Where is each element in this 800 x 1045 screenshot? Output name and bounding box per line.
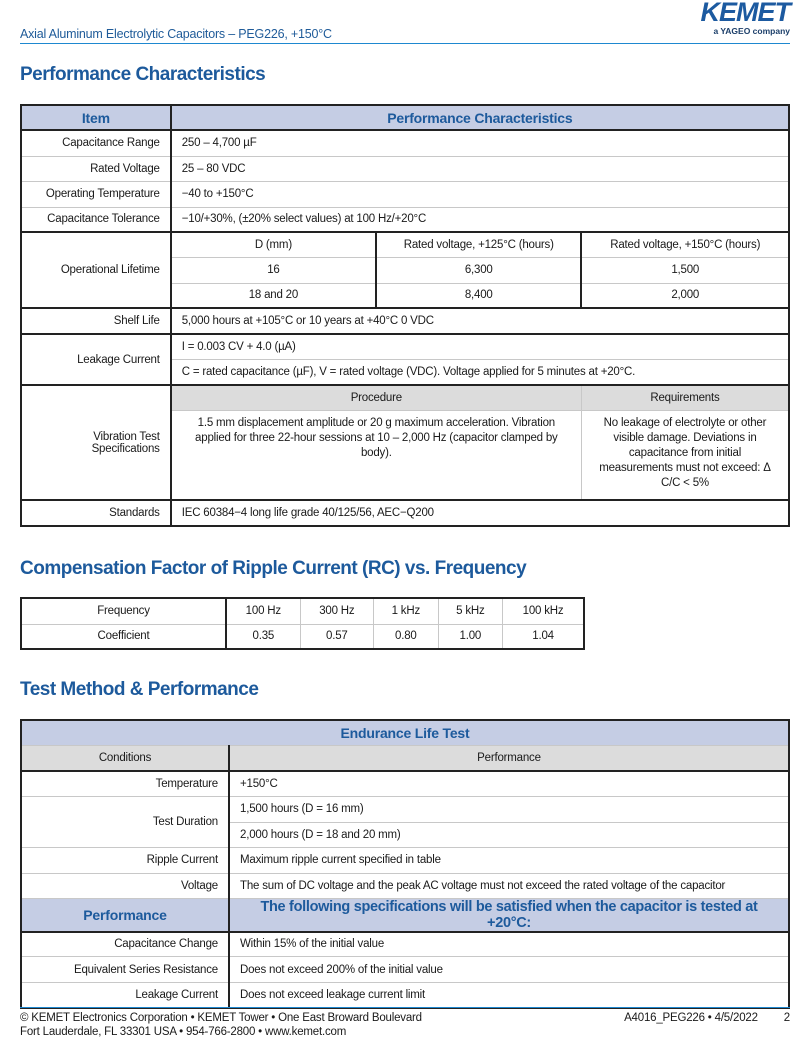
row-label: Capacitance Tolerance [21, 207, 171, 232]
performance-table [20, 104, 790, 527]
row-label: Leakage Current [21, 983, 229, 1008]
row-value: 250 – 4,700 µF [171, 130, 789, 156]
row-value: Maximum ripple current specified in table [229, 847, 789, 873]
performance-header-row [21, 898, 789, 932]
row-value: Does not exceed 200% of the initial value [229, 957, 789, 983]
lifetime-col-header: Rated voltage, +125°C (hours) [376, 232, 581, 257]
row-value: IEC 60384−4 long life grade 40/125/56, AEC−Q200 [171, 500, 789, 526]
section-title-test: Test Method & Performance [20, 679, 259, 700]
footer-doc-info [624, 1012, 790, 1024]
row-value: +150°C [229, 771, 789, 796]
row-label: Shelf Life [21, 308, 171, 334]
table-row [21, 181, 789, 207]
logo-tagline: a YAGEO company [713, 26, 790, 36]
conditions-header: Conditions [21, 745, 229, 771]
coefficient-cell: 1.00 [438, 624, 503, 649]
table-row [21, 334, 789, 359]
logo-wordmark: KEMET [700, 0, 790, 27]
cell: 1,500 [581, 257, 789, 283]
lifetime-col-header: Rated voltage, +150°C (hours) [581, 232, 789, 257]
row-label: Operational Lifetime [21, 232, 171, 308]
frequency-cell: 5 kHz [438, 598, 503, 624]
table-row [21, 500, 789, 526]
header-item: Item [21, 105, 171, 130]
table-row [21, 983, 789, 1008]
table-row [21, 932, 789, 957]
row-value: 5,000 hours at +105°C or 10 years at +40°C 0 VDC [171, 308, 789, 334]
procedure-text: 1.5 mm displacement amplitude or 20 g maximum acceleration. Vibration applied for three 22-hour sessions at 10 – 2,000 Hz (capacitor clamped by body). [171, 410, 582, 500]
section-title-performance: Performance Characteristics [20, 64, 266, 85]
row-label: Coefficient [21, 624, 226, 649]
row-value: −40 to +150°C [171, 181, 789, 207]
table-row [21, 847, 789, 873]
row-label: Temperature [21, 771, 229, 796]
table-row [21, 130, 789, 156]
row-label: Frequency [21, 598, 226, 624]
frequency-cell: 100 Hz [226, 598, 300, 624]
row-label: Vibration Test Specifications [21, 385, 171, 500]
header-performance: Performance Characteristics [171, 105, 789, 130]
cell: 2,000 [581, 283, 789, 308]
page-footer [20, 1007, 790, 1038]
row-label: Operating Temperature [21, 181, 171, 207]
row-label: Capacitance Range [21, 130, 171, 156]
lifetime-header-row [21, 232, 789, 257]
vibration-header-row [21, 385, 789, 410]
row-value: Does not exceed leakage current limit [229, 983, 789, 1008]
doc-id: A4016_PEG226 • 4/5/2022 [624, 1012, 758, 1024]
row-label: Ripple Current [21, 847, 229, 873]
row-value: 1,500 hours (D = 16 mm) [229, 796, 789, 822]
coefficient-row [21, 624, 584, 649]
cell: 18 and 20 [171, 283, 376, 308]
row-value: C = rated capacitance (µF), V = rated voltage (VDC). Voltage applied for 5 minutes at +20°C. [171, 359, 789, 385]
ripple-table [20, 597, 585, 650]
coefficient-cell: 1.04 [503, 624, 584, 649]
cell: 16 [171, 257, 376, 283]
endurance-table [20, 719, 790, 1009]
table-row [21, 873, 789, 898]
row-label: Voltage [21, 873, 229, 898]
procedure-header: Procedure [171, 385, 582, 410]
coefficient-cell: 0.57 [300, 624, 373, 649]
table-row [21, 957, 789, 983]
row-value: 2,000 hours (D = 18 and 20 mm) [229, 822, 789, 847]
frequency-cell: 100 kHz [503, 598, 584, 624]
section-title-ripple: Compensation Factor of Ripple Current (RC) vs. Frequency [20, 558, 527, 579]
page-header [20, 0, 790, 44]
coefficient-cell: 0.80 [374, 624, 439, 649]
table-row [21, 308, 789, 334]
row-value: Within 15% of the initial value [229, 932, 789, 957]
cell: 6,300 [376, 257, 581, 283]
frequency-row [21, 598, 584, 624]
kemet-logo [701, 0, 791, 36]
requirements-header: Requirements [581, 385, 789, 410]
row-label: Rated Voltage [21, 156, 171, 181]
requirements-text: No leakage of electrolyte or other visible damage. Deviations in capacitance from initial measurements must not exceed: Δ C/C < 5% [581, 410, 789, 500]
table-row [21, 207, 789, 232]
cell: 8,400 [376, 283, 581, 308]
frequency-cell: 1 kHz [374, 598, 439, 624]
row-value: I = 0.003 CV + 4.0 (µA) [171, 334, 789, 359]
table-row [21, 771, 789, 796]
coefficient-cell: 0.35 [226, 624, 300, 649]
endurance-title: Endurance Life Test [21, 720, 789, 745]
row-label: Capacitance Change [21, 932, 229, 957]
table-row [21, 156, 789, 181]
performance-header: Performance [229, 745, 789, 771]
row-label: Equivalent Series Resistance [21, 957, 229, 983]
row-label: Test Duration [21, 796, 229, 847]
row-label: Standards [21, 500, 171, 526]
performance-label: Performance [21, 898, 229, 932]
frequency-cell: 300 Hz [300, 598, 373, 624]
page-number: 2 [783, 1012, 790, 1024]
document-title: Axial Aluminum Electrolytic Capacitors – PEG226, +150°C [20, 27, 332, 41]
performance-statement: The following specifications will be satisfied when the capacitor is tested at +20°C: [229, 898, 789, 932]
row-value: −10/+30%, (±20% select values) at 100 Hz/+20°C [171, 207, 789, 232]
table-row [21, 796, 789, 822]
row-label: Leakage Current [21, 334, 171, 385]
row-value: 25 – 80 VDC [171, 156, 789, 181]
row-value: The sum of DC voltage and the peak AC voltage must not exceed the rated voltage of the capacitor [229, 873, 789, 898]
footer-address-line1: © KEMET Electronics Corporation • KEMET Tower • One East Broward Boulevard [20, 1012, 422, 1024]
footer-address-line2: Fort Lauderdale, FL 33301 USA • 954-766-2800 • www.kemet.com [20, 1026, 347, 1038]
lifetime-col-header: D (mm) [171, 232, 376, 257]
